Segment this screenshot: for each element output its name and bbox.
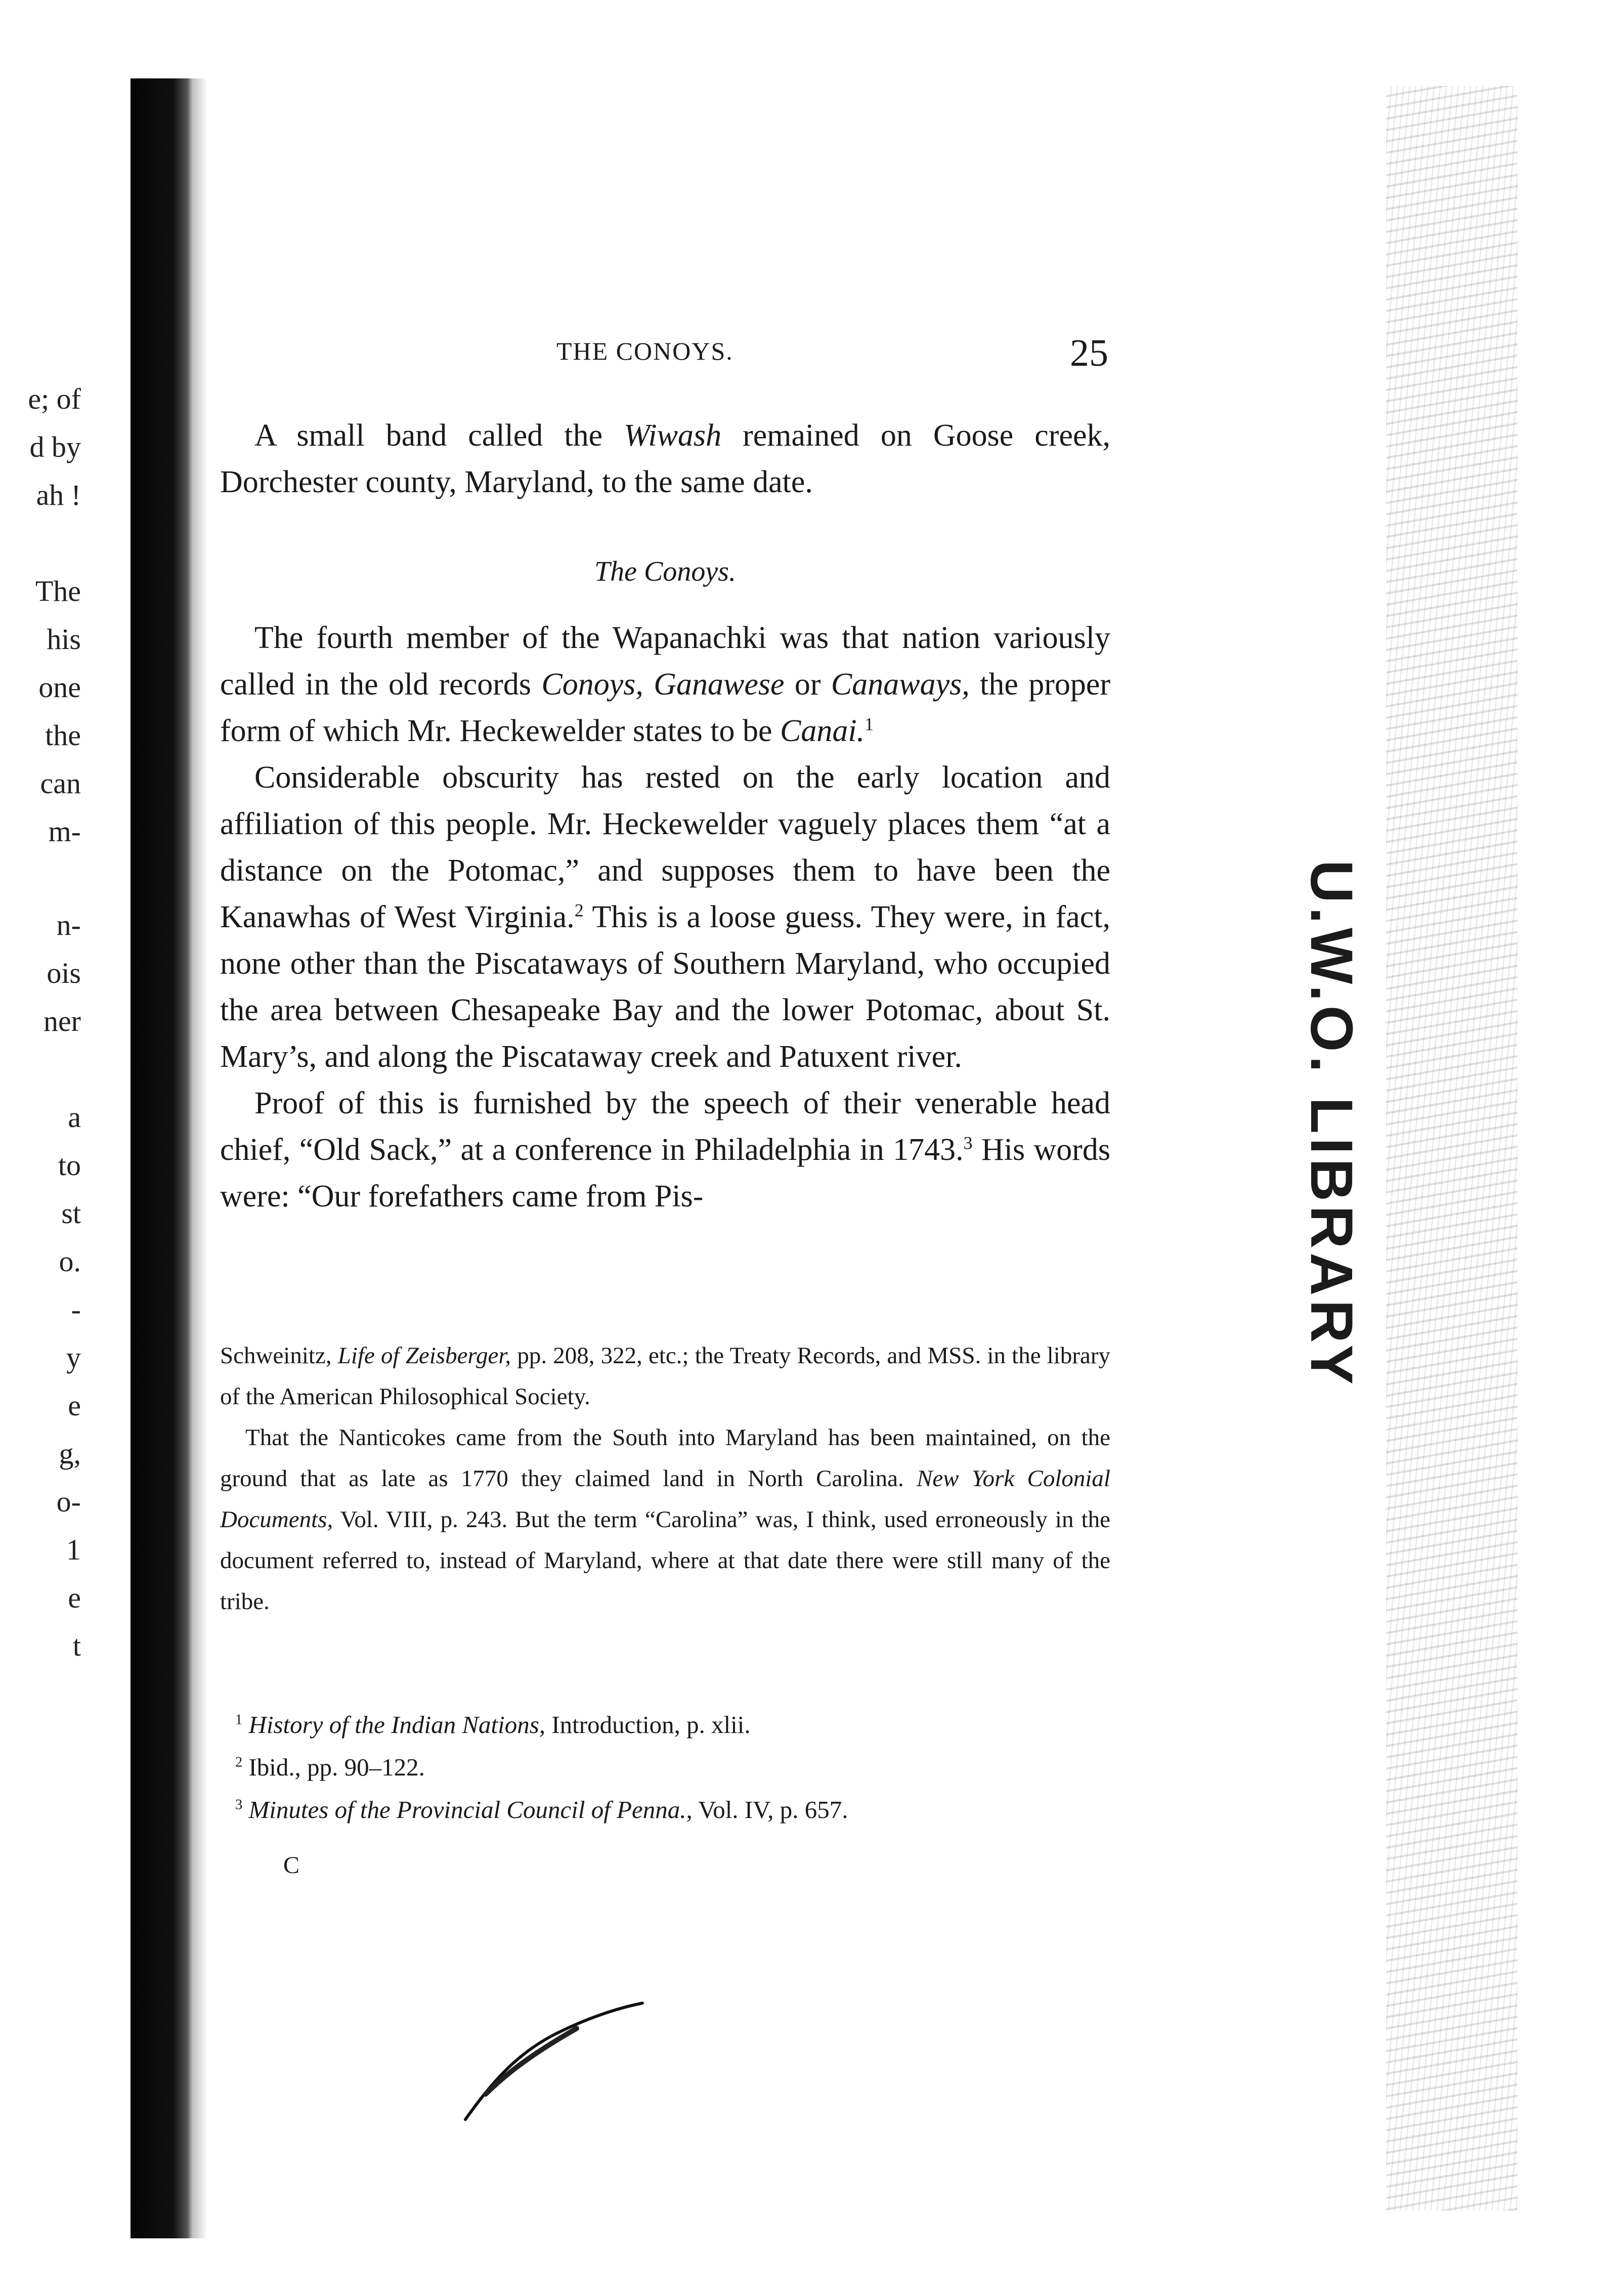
gutter-shadow [192,78,207,2238]
margin-fragment: ah ! [36,479,81,511]
paragraph-1 [220,615,1110,754]
footnote-ref-2: 2 [574,900,584,921]
p1-text-2: or [794,667,821,702]
signature-mark: C [283,1852,300,1879]
margin-fragment: one [38,671,81,704]
continued-notes [220,1335,1110,1622]
margin-fragment: o. [59,1245,81,1278]
footnote-num: 3 [235,1797,243,1813]
continued-note-2 [220,1417,1110,1622]
margin-fragment: to [58,1149,81,1182]
footnote-1 [220,1705,1110,1745]
margin-fragment: 1 [66,1533,81,1566]
p2-text-1: Considerable obscurity has rested on the early location and affiliation of this people. Mr. Heckewelder vaguely places them “at a distance on the Potomac,” and supposes them to have been the Kanawhas of West Virginia. [220,760,1110,934]
margin-fragment: ner [43,1005,81,1037]
intro-italic: Wiwash [624,418,722,453]
margin-fragment: a [68,1101,81,1134]
page-number: 25 [1070,332,1108,374]
cn1-text-1: Schweinitz, [220,1342,332,1369]
library-stamp: U.W.O. LIBRARY [1298,860,1365,1389]
intro-text-2: remained on Goose creek, Dorchester county, Maryland, to the same date. [220,418,1111,499]
cn2-text-2: Vol. VIII, p. 243. But the term “Carolina” was, I think, used erroneously in the document referred to, instead of Maryland, where at that date there were still many of the tribe. [220,1506,1110,1615]
margin-fragment: e [68,1389,81,1422]
p1-italic-1: Conoys, Ganawese [541,667,785,702]
margin-fragment: ois [47,957,81,989]
margin-fragment: e; of [28,382,81,415]
main-body [220,615,1110,1220]
margin-fragment: n- [56,908,81,941]
intro-text-1: A small band called the [254,418,603,453]
cn2-text-1: That the Nanticokes came from the South into Maryland has been maintained, on the ground that as late as 1770 they claimed land in North Carolina. [220,1424,1110,1492]
margin-fragment: can [40,767,81,800]
margin-fragment: his [47,623,81,656]
p3-text-2: His words were: “Our forefathers came from Pis- [220,1133,1110,1214]
p1-text-1: The fourth member of the Wapanachki was that nation variously called in the old records [220,621,1110,702]
section-heading: The Conoys. [594,556,736,587]
cn2-italic: New York Colonial Documents, [220,1465,1110,1533]
pen-stroke-mark [455,1998,647,2125]
binding-gutter [131,78,192,2238]
margin-fragment: d by [29,430,81,463]
footnote-text: Introduction, p. xlii. [551,1711,751,1739]
margin-fragment: - [71,1293,81,1326]
p3-text-1: Proof of this is furnished by the speech of their venerable head chief, “Old Sack,” at a conference in Philadelphia in 1743. [220,1086,1110,1167]
paragraph-2 [220,754,1110,1080]
footnotes [220,1705,1110,1832]
cn1-text-2: pp. 208, 322, etc.; the Treaty Records, and MSS. in the library of the American Philosophical Society. [220,1342,1111,1410]
p1-italic-2: Canaways, [831,667,970,702]
right-edge-speckle [1386,86,1518,2211]
footnote-italic: Minutes of the Provincial Council of Penna., [248,1796,693,1824]
p2-text-2: This is a loose guess. They were, in fact, none other than the Piscataways of Southern Maryland, who occupied the area between Chesapeake Bay and the lower Potomac, about St. Mary’s, and along the Piscataway creek and Patuxent river. [220,900,1110,1074]
paragraph-3 [220,1080,1110,1220]
footnote-num: 2 [235,1754,243,1770]
margin-fragment: The [35,575,81,608]
footnote-ref-3: 3 [963,1133,973,1153]
margin-fragment: t [72,1629,81,1662]
margin-fragment: m- [48,815,81,848]
margin-fragment: o- [56,1485,81,1518]
continued-note-1 [220,1335,1110,1417]
running-title: THE CONOYS. [556,337,733,365]
footnote-num: 1 [235,1712,243,1728]
footnote-text: Vol. IV, p. 657. [698,1796,848,1824]
footnote-3 [220,1790,1110,1830]
margin-fragment: g, [59,1437,81,1470]
footnote-italic: History of the Indian Nations, [248,1711,546,1739]
footnote-text: Ibid., pp. 90–122. [248,1753,425,1781]
p1-italic-3: Canai. [780,714,865,748]
margin-fragment: the [45,719,81,752]
margin-fragment: e [68,1581,81,1614]
footnote-2 [220,1747,1110,1788]
margin-fragment: st [61,1197,81,1230]
margin-fragment: y [66,1341,81,1374]
p1-text-3: the proper form of which Mr. Heckewelder states to be [220,667,1111,748]
intro-paragraph [220,412,1110,505]
cn1-italic: Life of Zeisberger, [337,1342,511,1369]
footnote-ref-1: 1 [864,714,874,734]
